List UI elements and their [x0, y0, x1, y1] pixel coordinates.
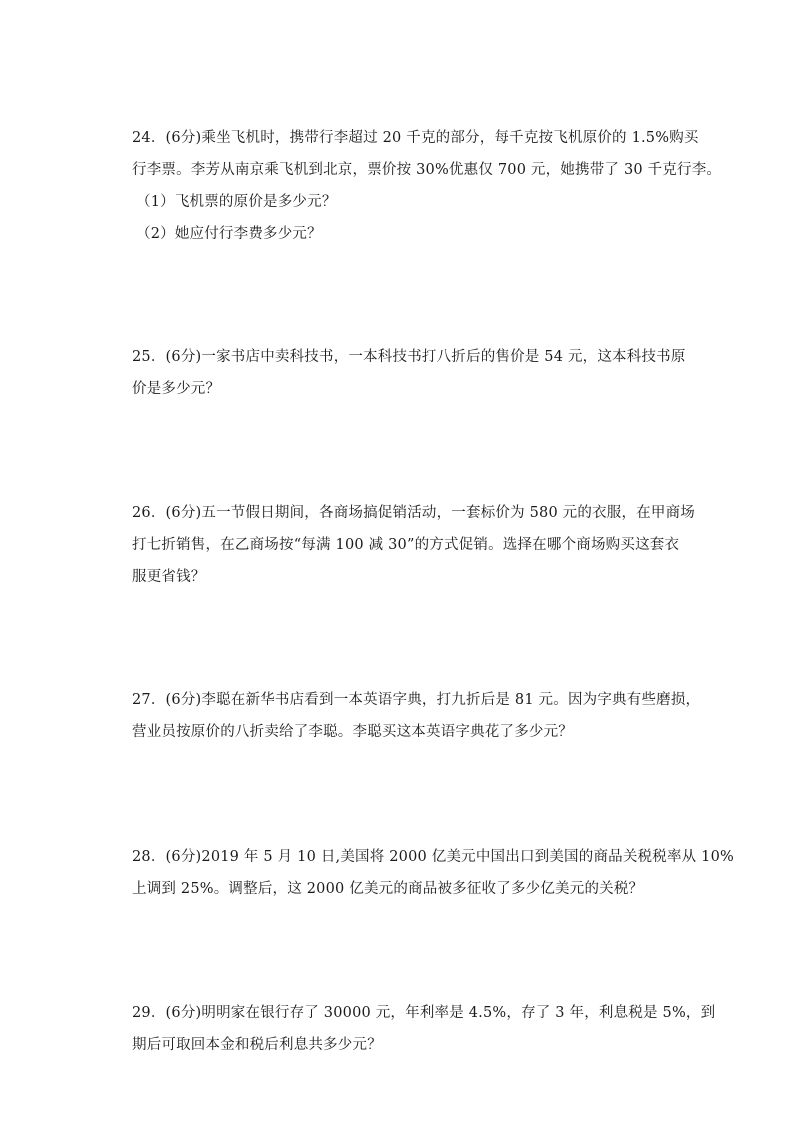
question-text-line: 上调到 25%。调整后，这 2000 亿美元的商品被多征收了多少亿美元的关税？	[132, 881, 644, 897]
question-29	[132, 997, 716, 1061]
question-text-line: 27．(6分)李聪在新华书店看到一本英语字典，打九折后是 81 元。因为字典有些磨损，	[132, 692, 701, 708]
question-text-line: 25．(6分)一家书店中卖科技书，一本科技书打八折后的售价是 54 元，这本科技书原	[132, 349, 686, 365]
question-text-line: 29．(6分)明明家在银行存了 30000 元，年利率是 4.5%，存了 3 年，利息税是 5%，到	[132, 1005, 716, 1021]
sub-question-2: （2）她应付行李费多少元？	[136, 226, 322, 242]
question-28	[132, 841, 734, 905]
question-text-line: 打七折销售，在乙商场按“每满 100 减 30”的方式促销。选择在哪个商场购买这套衣	[132, 537, 680, 553]
question-26	[132, 497, 695, 593]
question-text-line: 营业员按原价的八折卖给了李聪。李聪买这本英语字典花了多少元？	[132, 724, 573, 740]
question-text-line: 24．(6分)乘坐飞机时，携带行李超过 20 千克的部分，每千克按飞机原价的 1.5%购买	[132, 130, 699, 146]
question-25	[132, 341, 686, 405]
question-27	[132, 684, 701, 748]
question-text-line: 28．(6分)2019 年 5 月 10 日,美国将 2000 亿美元中国出口到美国的商品关税税率从 10%	[132, 849, 734, 865]
question-text-line: 行李票。李芳从南京乘飞机到北京，票价按 30%优惠仅 700 元，她携带了 30 千克行李。	[132, 162, 722, 178]
question-24	[132, 122, 722, 250]
question-text-line: 服更省钱？	[132, 569, 206, 585]
question-text-line: 期后可取回本金和税后利息共多少元？	[132, 1037, 382, 1053]
question-text-line: 26．(6分)五一节假日期间，各商场搞促销活动，一套标价为 580 元的衣服，在甲商场	[132, 505, 695, 521]
question-text-line: 价是多少元？	[132, 381, 221, 397]
sub-question-1: （1）飞机票的原价是多少元？	[136, 194, 337, 210]
